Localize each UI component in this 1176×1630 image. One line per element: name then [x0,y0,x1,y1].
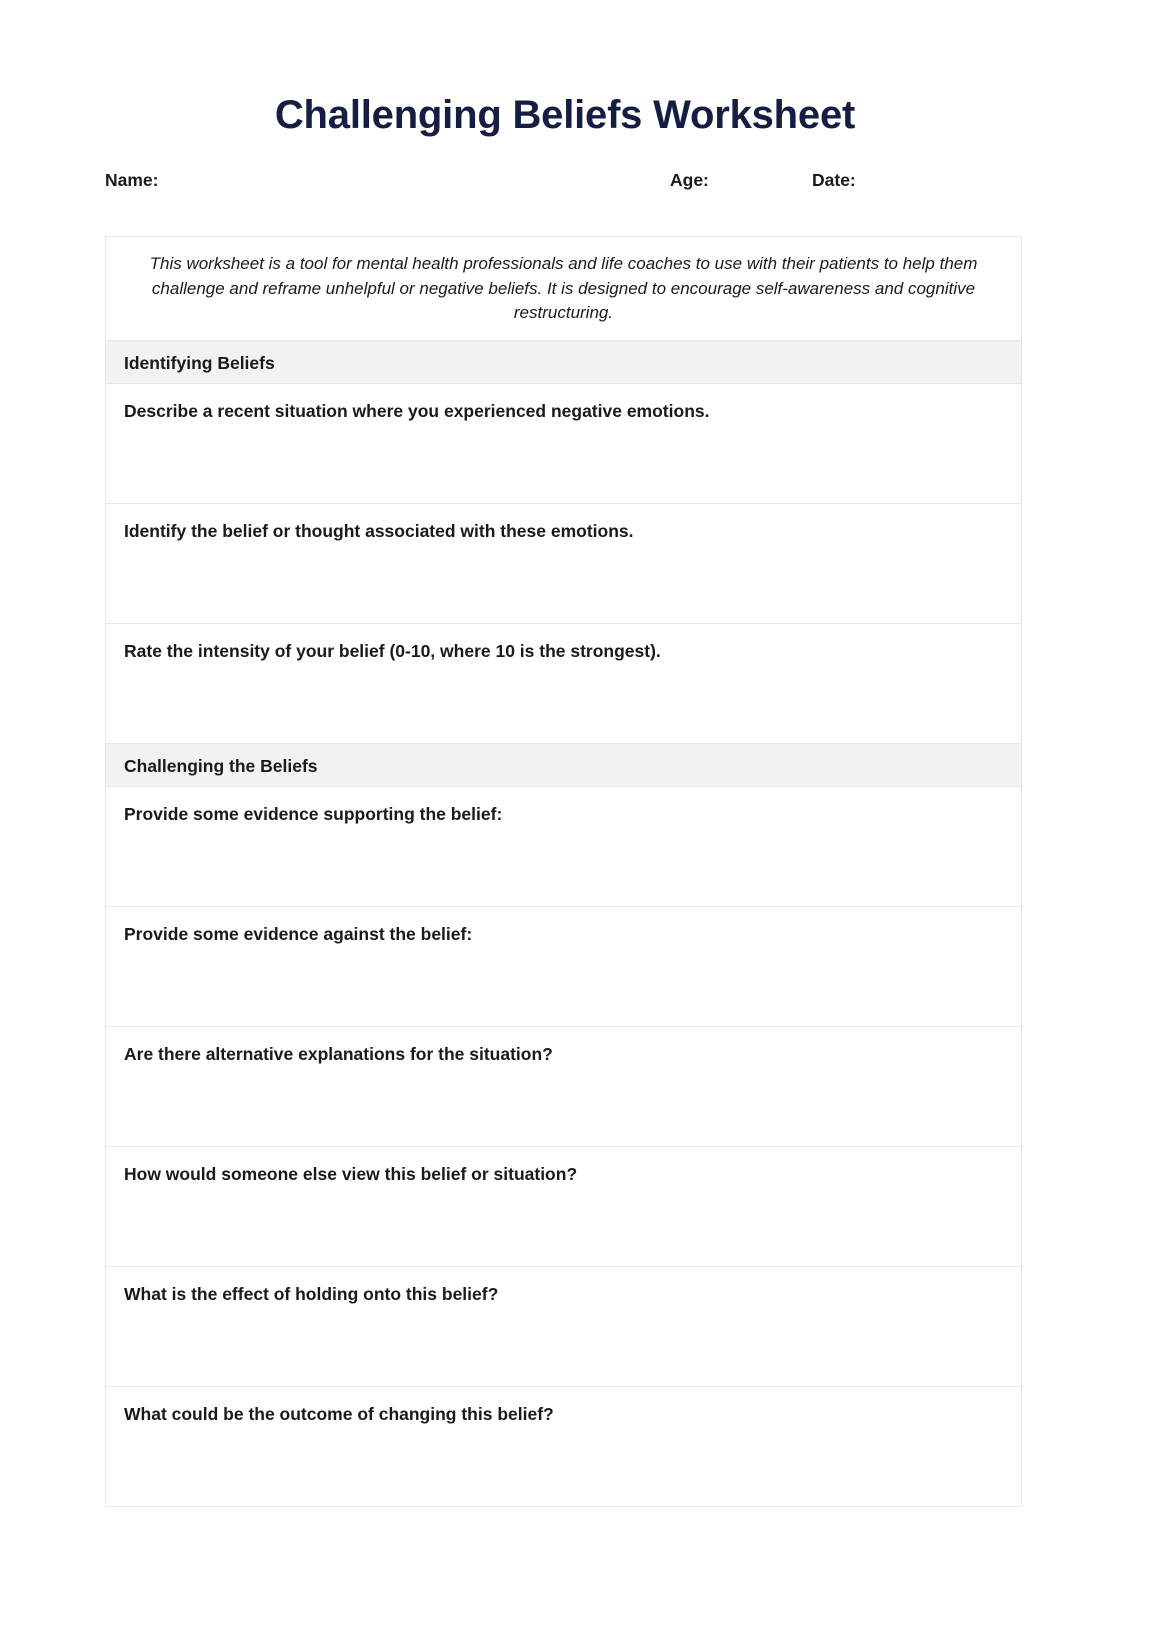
question-row [106,1027,1021,1147]
question-row [106,1387,1021,1507]
section-header [106,744,1021,787]
question-label: What could be the outcome of changing this belief? [124,1403,554,1424]
age-label: Age: [670,170,709,190]
question-label: Provide some evidence against the belief: [124,923,473,944]
date-label: Date: [812,170,856,190]
answer-area[interactable] [124,1306,1003,1376]
worksheet-table [105,236,1022,1507]
section-header-label: Challenging the Beliefs [124,755,318,776]
question-row [106,624,1021,744]
answer-area[interactable] [124,826,1003,896]
sections-container [106,341,1021,1507]
question-label: Rate the intensity of your belief (0-10, where 10 is the strongest). [124,640,661,661]
intro-description: This worksheet is a tool for mental health professionals and life coaches to use with their patients to help them challenge and reframe unhelpful or negative beliefs. It is designed to encourage self-awareness and cognitive restructuring. [149,254,978,323]
name-label: Name: [105,170,159,190]
answer-area[interactable] [124,1066,1003,1136]
answer-area[interactable] [124,423,1003,493]
question-row [106,504,1021,624]
question-label: Provide some evidence supporting the belief: [124,803,503,824]
intro-row [106,237,1021,341]
question-row [106,907,1021,1027]
answer-area[interactable] [124,663,1003,733]
question-row [106,384,1021,504]
question-row [106,787,1021,907]
page-title: Challenging Beliefs Worksheet [274,93,856,137]
question-label: What is the effect of holding onto this belief? [124,1283,499,1304]
answer-area[interactable] [124,1426,1003,1496]
question-label: Identify the belief or thought associated with these emotions. [124,520,634,541]
question-row [106,1267,1021,1387]
section-header [106,341,1021,384]
question-row [106,1147,1021,1267]
answer-area[interactable] [124,543,1003,613]
identity-row [105,170,1022,196]
section-header-label: Identifying Beliefs [124,352,275,373]
question-label: Are there alternative explanations for the situation? [124,1043,553,1064]
answer-area[interactable] [124,1186,1003,1256]
question-label: How would someone else view this belief or situation? [124,1163,578,1184]
answer-area[interactable] [124,946,1003,1016]
question-label: Describe a recent situation where you experienced negative emotions. [124,400,710,421]
